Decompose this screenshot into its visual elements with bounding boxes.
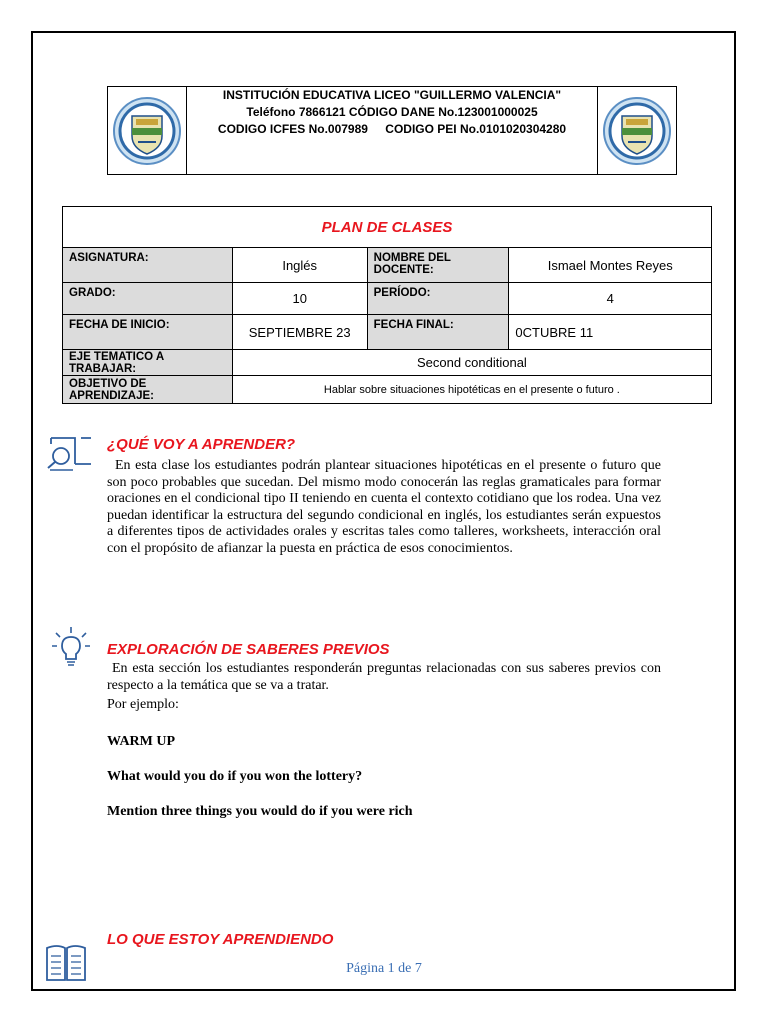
docente-value: Ismael Montes Reyes <box>509 248 712 283</box>
school-header <box>107 86 677 175</box>
section-heading-aprendiendo: LO QUE ESTOY APRENDIENDO <box>107 931 334 948</box>
institution-name: INSTITUCIÓN EDUCATIVA LICEO "GUILLERMO VALENCIA" <box>222 88 562 102</box>
asignatura-value: Inglés <box>232 248 367 283</box>
fecha-inicio-label: FECHA DE INICIO: <box>63 315 233 350</box>
question-rich: Mention three things you would do if you were rich <box>107 804 413 819</box>
warm-up-heading: WARM UP <box>107 734 176 749</box>
docente-label: NOMBRE DEL DOCENTE: <box>367 248 509 283</box>
lightbulb-icon <box>50 625 92 674</box>
magnifier-book-icon <box>45 434 95 479</box>
plan-title: PLAN DE CLASES <box>63 207 712 248</box>
fecha-final-value: 0CTUBRE 11 <box>509 315 712 350</box>
codes-line <box>188 121 596 138</box>
class-plan-table <box>62 206 712 404</box>
eje-value: Second conditional <box>232 350 711 376</box>
question-lottery: What would you do if you won the lottery? <box>107 769 363 784</box>
fecha-final-label: FECHA FINAL: <box>367 315 509 350</box>
grado-value: 10 <box>232 283 367 315</box>
periodo-value: 4 <box>509 283 712 315</box>
school-logo-left <box>108 87 187 174</box>
pei-code: CODIGO PEI No.0101020304280 <box>385 122 567 136</box>
section-heading-exploracion: EXPLORACIÓN DE SABERES PREVIOS <box>107 641 390 658</box>
icfes-code: CODIGO ICFES No.007989 <box>217 122 368 136</box>
header-text <box>188 87 596 138</box>
school-logo-right <box>597 87 676 174</box>
page-number-footer: Página 1 de 7 <box>346 961 422 976</box>
periodo-label: PERÍODO: <box>367 283 509 315</box>
eje-label: EJE TEMATICO A TRABAJAR: <box>63 350 233 376</box>
objetivo-label: OBJETIVO DE APRENDIZAJE: <box>63 376 233 404</box>
exploracion-example: Por ejemplo: <box>107 697 179 712</box>
aprender-paragraph: En esta clase los estudiantes podrán plantear situaciones hipotéticas en el presente o futuro que son poco probables que sucedan. Del mismo modo conocerán las reglas gramaticales para formar oraciones en el condicional tipo II teniendo en cuenta el contexto cotidiano que los rodea. Una vez puedan identificar la estructura del segundo condicional en inglés, los estudiantes serán expuestos a diferentes tipos de actividades orales y escritas tales como talleres, worksheets, interacción oral con el propósito de afianzar la puesta en práctica de esos conocimientos. <box>107 458 661 556</box>
grado-label: GRADO: <box>63 283 233 315</box>
objetivo-value: Hablar sobre situaciones hipotéticas en el presente o futuro . <box>232 376 711 404</box>
section-heading-aprender: ¿QUÉ VOY A APRENDER? <box>107 436 296 453</box>
exploracion-paragraph: En esta sección los estudiantes responderán preguntas relacionadas con sus saberes previos con respecto a la temática que se va a tratar. <box>107 661 661 693</box>
phone-dane-line: Teléfono 7866121 CÓDIGO DANE No.123001000025 <box>246 105 538 119</box>
fecha-inicio-value: SEPTIEMBRE 23 <box>232 315 367 350</box>
asignatura-label: ASIGNATURA: <box>63 248 233 283</box>
